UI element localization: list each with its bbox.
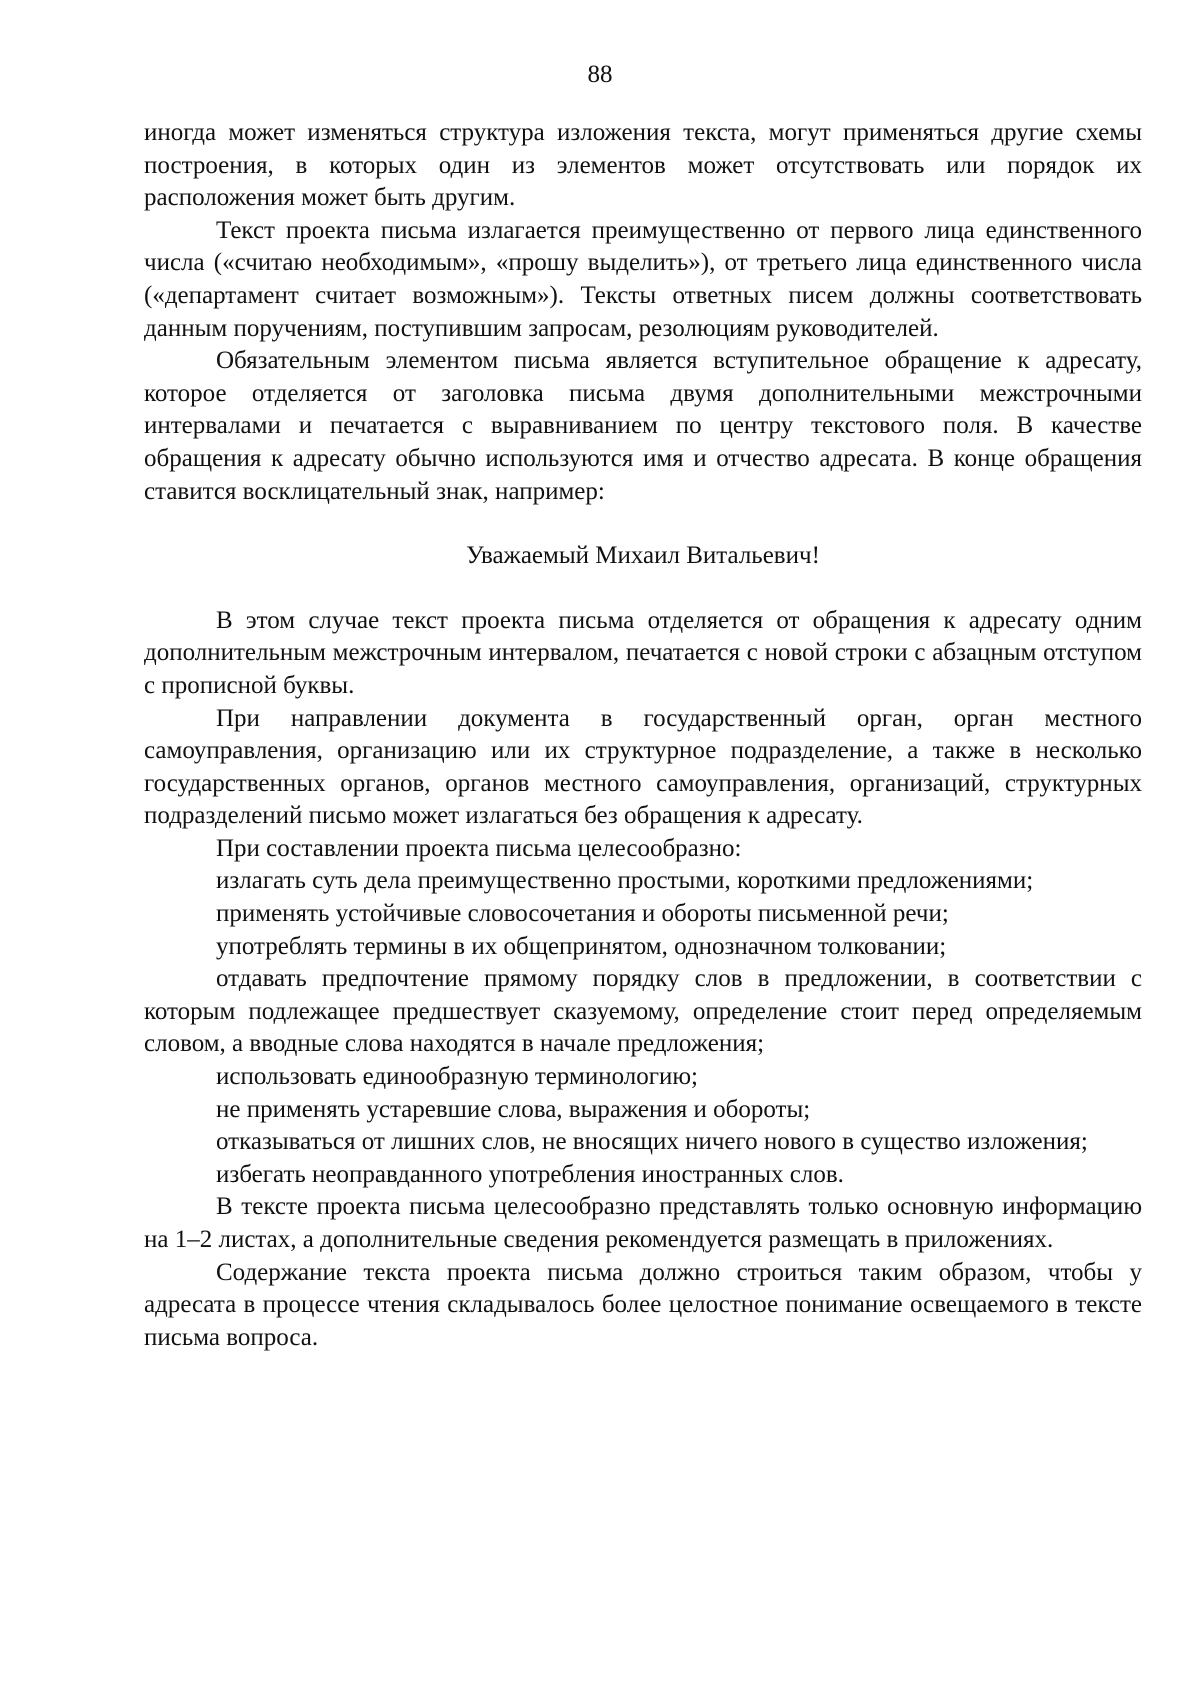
paragraph-without-salutation: При направлении документа в государственный орган, орган местного самоуправления, организацию или их структурное подразделение, а также в несколько государственных органов, органов местного самоуправления, организаций, структурных подразделений письмо может излагаться без обращения к адресату.: [144, 704, 1142, 830]
paragraph-recommendations-intro: При составлении проекта письма целесообразно:: [216, 834, 742, 862]
paragraph-main-info: В тексте проекта письма целесообразно представлять только основную информацию на 1–2 листах, а дополнительные сведения рекомендуется размещать в приложениях.: [144, 1193, 1142, 1253]
page-number: 88: [587, 61, 613, 88]
paragraph-text-after-salutation: В этом случае текст проекта письма отделяется от обращения к адресату одним дополнительным межстрочным интервалом, печатается с новой строки с абзацным отступом с прописной буквы.: [144, 606, 1142, 699]
list-item: избегать неоправданного употребления иностранных слов.: [216, 1160, 844, 1188]
list-item: отказываться от лишних слов, не вносящих ничего нового в существо изложения;: [216, 1128, 1088, 1156]
paragraph-continuation: иногда может изменяться структура изложения текста, могут применяться другие схемы построения, в которых один из элементов может отсутствовать или порядок их расположения может быть другим.: [144, 119, 1142, 212]
list-item: использовать единообразную терминологию;: [216, 1063, 698, 1091]
list-item: применять устойчивые словосочетания и обороты письменной речи;: [216, 900, 949, 928]
paragraph-first-person: Текст проекта письма излагается преимущественно от первого лица единственного числа («считаю необходимым», «прошу выделить»), от третьего лица единственного числа («департамент считает возможным»). Тексты ответных писем должны соответствовать данным поручениям, поступившим запросам, резолюциям руководителей.: [144, 216, 1142, 342]
document-body: [144, 117, 1142, 1354]
list-item: употреблять термины в их общепринятом, однозначном толковании;: [216, 932, 947, 960]
list-item: отдавать предпочтение прямому порядку слов в предложении, в соответствии с которым подлежащее предшествует сказуемому, определение стоит перед определяемым словом, а вводные слова находятся в начале предложения;: [144, 965, 1142, 1058]
paragraph-salutation-rules: Обязательным элементом письма является вступительное обращение к адресату, которое отделяется от заголовка письма двумя дополнительными межстрочными интервалами и печатается с выравниванием по центру текстового поля. В качестве обращения к адресату обычно используются имя и отчество адресата. В конце обращения ставится восклицательный знак, например:: [144, 347, 1142, 505]
paragraph-content-structure: Содержание текста проекта письма должно строиться таким образом, чтобы у адресата в процессе чтения складывалось более целостное понимание освещаемого в тексте письма вопроса.: [144, 1258, 1142, 1351]
list-item: излагать суть дела преимущественно простыми, короткими предложениями;: [216, 867, 1034, 895]
salutation-example: Уважаемый Михаил Витальевич!: [466, 542, 820, 570]
list-item: не применять устаревшие слова, выражения и обороты;: [216, 1095, 811, 1123]
